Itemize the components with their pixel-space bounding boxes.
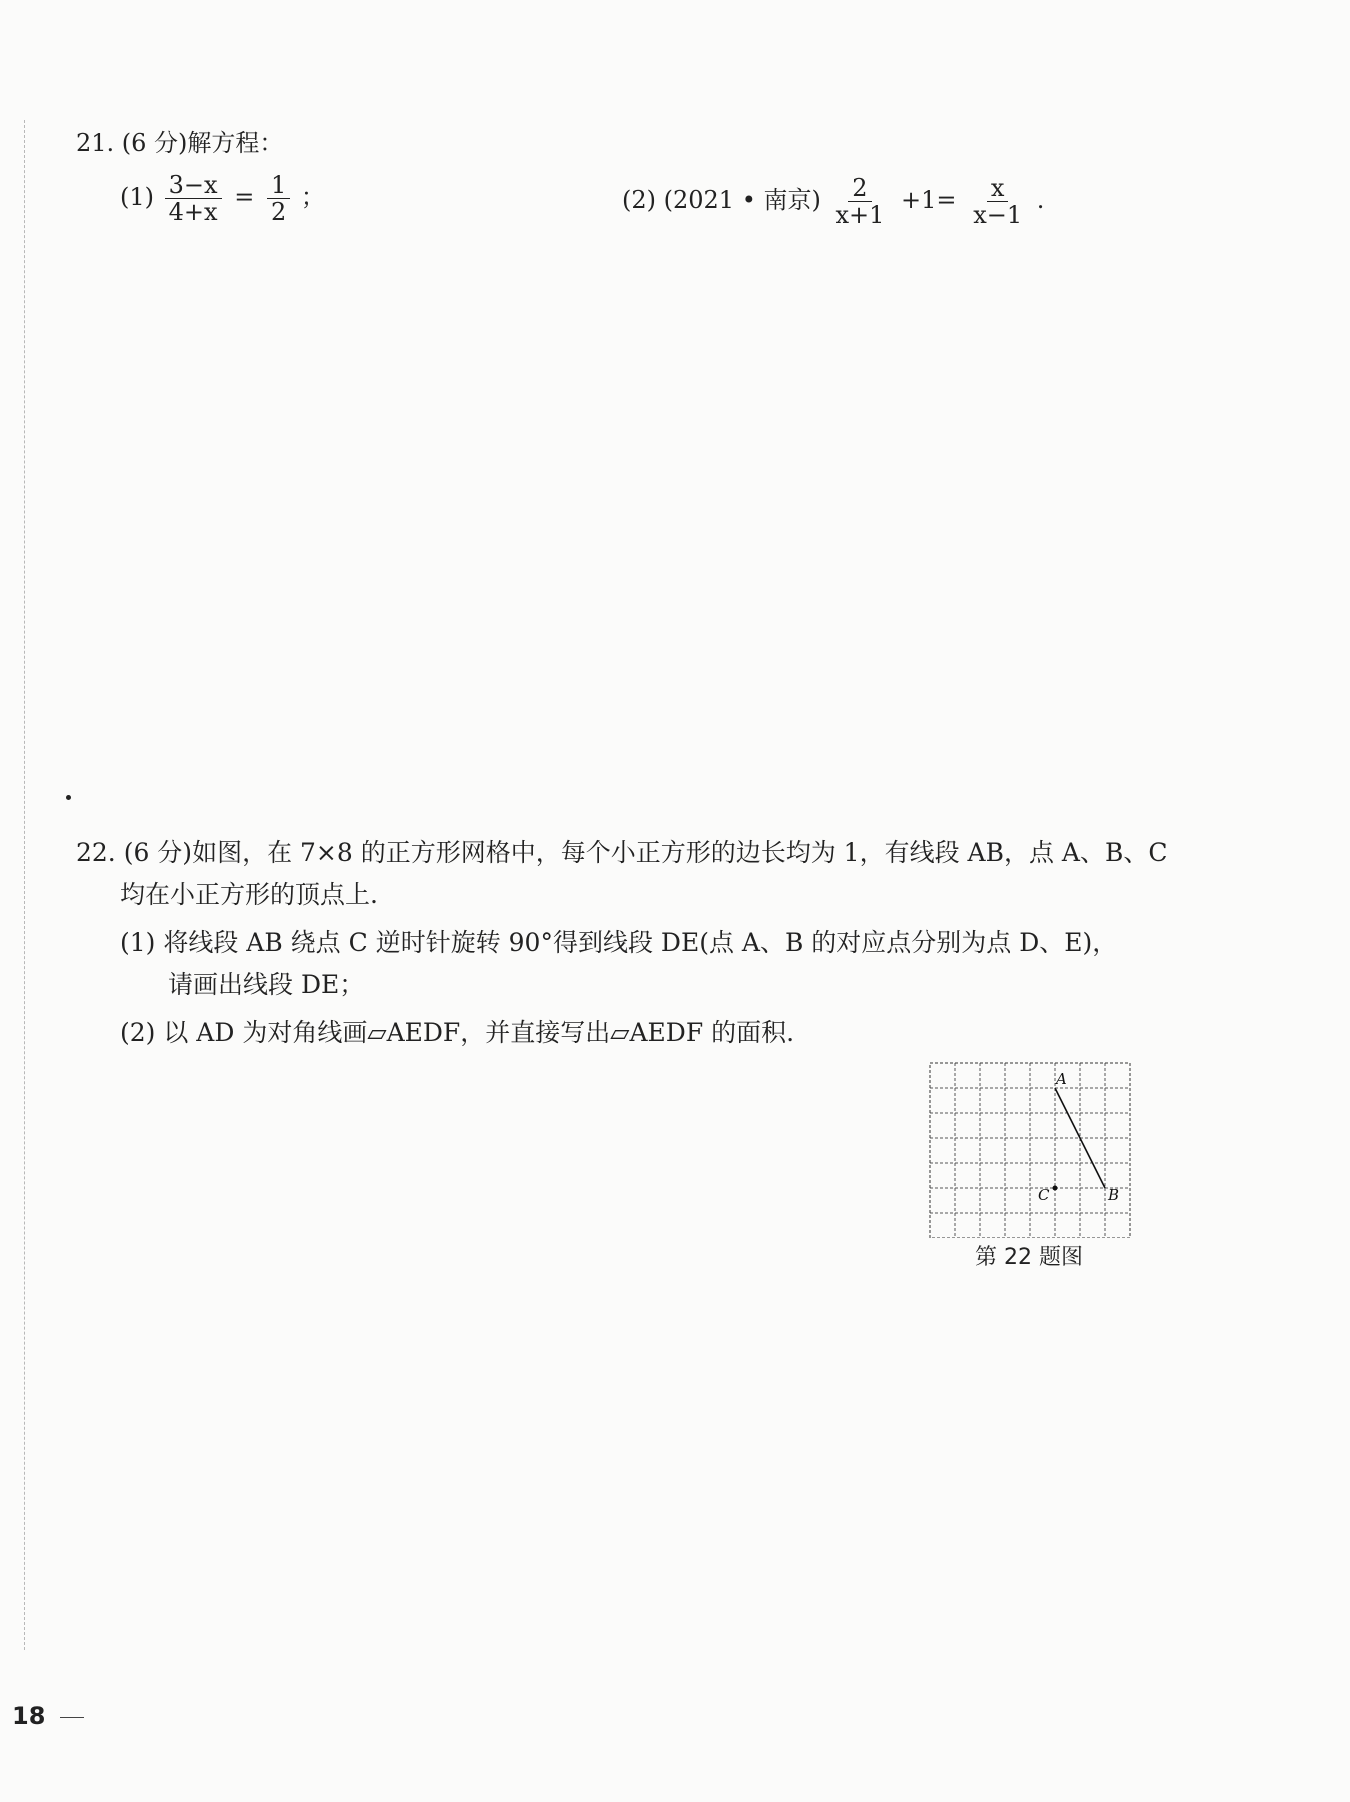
label-b: B: [1108, 1186, 1120, 1204]
stray-dot: [66, 795, 71, 800]
q21-part1-end: ；: [300, 183, 325, 211]
q22-line-5: (2) 以 AD 为对角线画▱AEDF，并直接写出▱AEDF 的面积.: [120, 1018, 795, 1047]
point-c: [1053, 1186, 1058, 1191]
q22-grid-figure: [925, 1058, 1135, 1242]
q21-part2-f1-numerator: 2: [848, 175, 871, 202]
q22-line-2: 均在小正方形的顶点上.: [120, 880, 378, 909]
q22-figure-caption: 第 22 题图: [975, 1245, 1083, 1270]
q21-part1-rhs-denominator: 2: [270, 198, 287, 226]
grid-svg: [925, 1058, 1135, 1238]
q21-part2-middle: +1=: [901, 186, 957, 214]
q21-part1: [120, 172, 325, 225]
label-a: A: [1056, 1070, 1067, 1088]
q21-part1-label: (1): [120, 183, 154, 211]
q21-part2-fraction-2: [969, 175, 1026, 228]
footer-dash: [60, 1717, 84, 1718]
grid-lines: [930, 1063, 1130, 1238]
q21-part1-rhs-fraction: [267, 172, 290, 225]
q22-line-3: (1) 将线段 AB 绕点 C 逆时针旋转 90°得到线段 DE(点 A、B 的对应点分别为点 D、E)，: [120, 928, 1118, 957]
margin-dashed-line: [24, 120, 25, 1650]
q21-part1-lhs-fraction: [165, 172, 222, 225]
q21-part2-f1-denominator: x+1: [835, 201, 885, 229]
q22-line-4: 请画出线段 DE；: [168, 970, 365, 999]
q22-line-1: 22. (6 分)如图，在 7×8 的正方形网格中，每个小正方形的边长均为 1，有线段 AB，点 A、B、C: [76, 838, 1168, 867]
q21-part1-equals: =: [234, 183, 255, 211]
q21-part2-f2-numerator: x: [987, 175, 1009, 202]
q21-part1-rhs-numerator: 1: [267, 172, 290, 199]
q21-part2-fraction-1: [831, 175, 888, 228]
q21-part2-label: (2) (2021 • 南京): [622, 186, 821, 214]
q21-part1-lhs-denominator: 4+x: [168, 198, 218, 226]
page-number: 18: [12, 1702, 46, 1730]
label-c: C: [1038, 1186, 1050, 1204]
q21-part2: [622, 175, 1044, 228]
q21-part1-lhs-numerator: 3−x: [165, 172, 222, 199]
q21-part2-f2-denominator: x−1: [973, 201, 1023, 229]
q21-part2-end: .: [1036, 186, 1045, 214]
q21-header: 21. (6 分)解方程：: [76, 129, 284, 157]
